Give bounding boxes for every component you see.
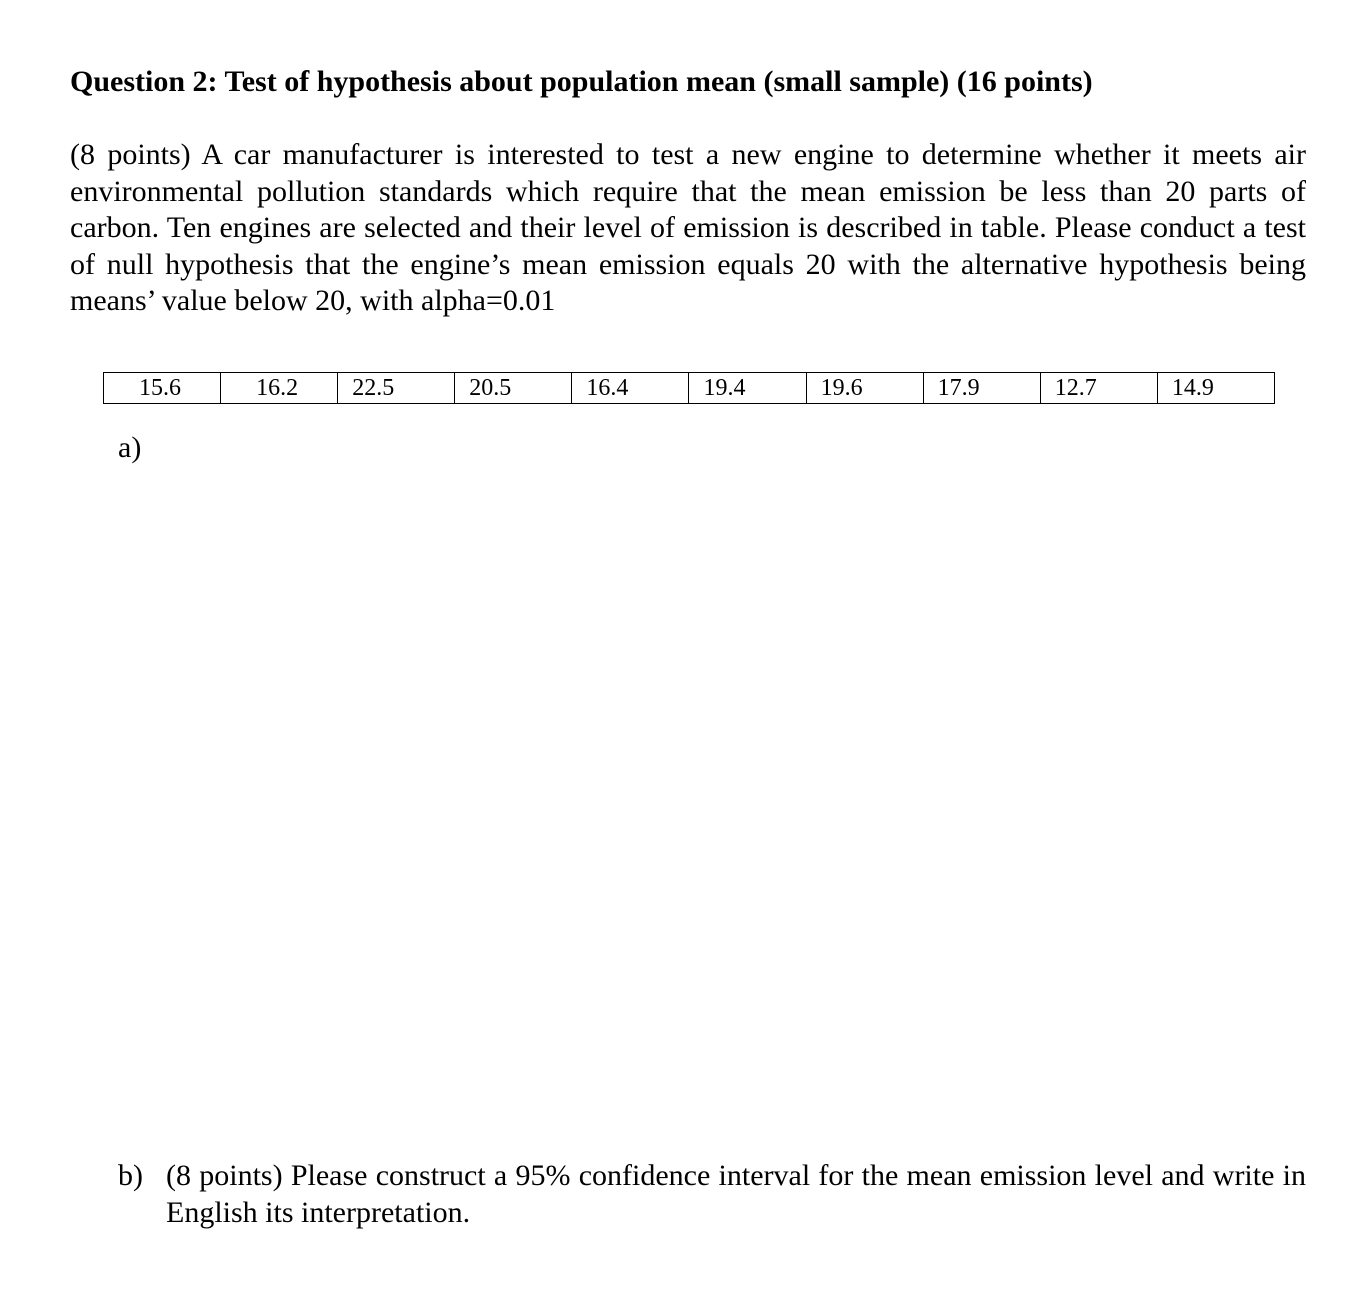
table-row xyxy=(104,373,1275,404)
table-cell: 19.4 xyxy=(689,373,806,404)
table-cell: 16.4 xyxy=(572,373,689,404)
table-cell: 17.9 xyxy=(923,373,1040,404)
emission-data-table xyxy=(103,372,1275,404)
table-cell: 19.6 xyxy=(806,373,923,404)
question-title: Question 2: Test of hypothesis about population mean (small sample) (16 points) xyxy=(70,65,1093,98)
table-cell: 15.6 xyxy=(104,373,221,404)
table-cell: 12.7 xyxy=(1040,373,1157,404)
part-a-marker: a) xyxy=(118,431,142,464)
table-cell: 22.5 xyxy=(338,373,455,404)
table-cell: 14.9 xyxy=(1157,373,1274,404)
part-b-marker: b) xyxy=(118,1159,143,1192)
part-b xyxy=(118,1158,1306,1231)
table-cell: 16.2 xyxy=(221,373,338,404)
part-b-text: (8 points) Please construct a 95% confidence interval for the mean emission level and write in English its interpretation. xyxy=(166,1159,1306,1229)
table-cell: 20.5 xyxy=(455,373,572,404)
question-intro: (8 points) A car manufacturer is interested to test a new engine to determine whether it meets air environmental pollution standards which require that the mean emission be less than 20 parts of carbon. Ten engines are selected and their level of emission is described in table. Please conduct a test of null hypothesis that the engine’s mean emission equals 20 with the alternative hypothesis being means’ value below 20, with alpha=0.01 xyxy=(70,138,1306,318)
